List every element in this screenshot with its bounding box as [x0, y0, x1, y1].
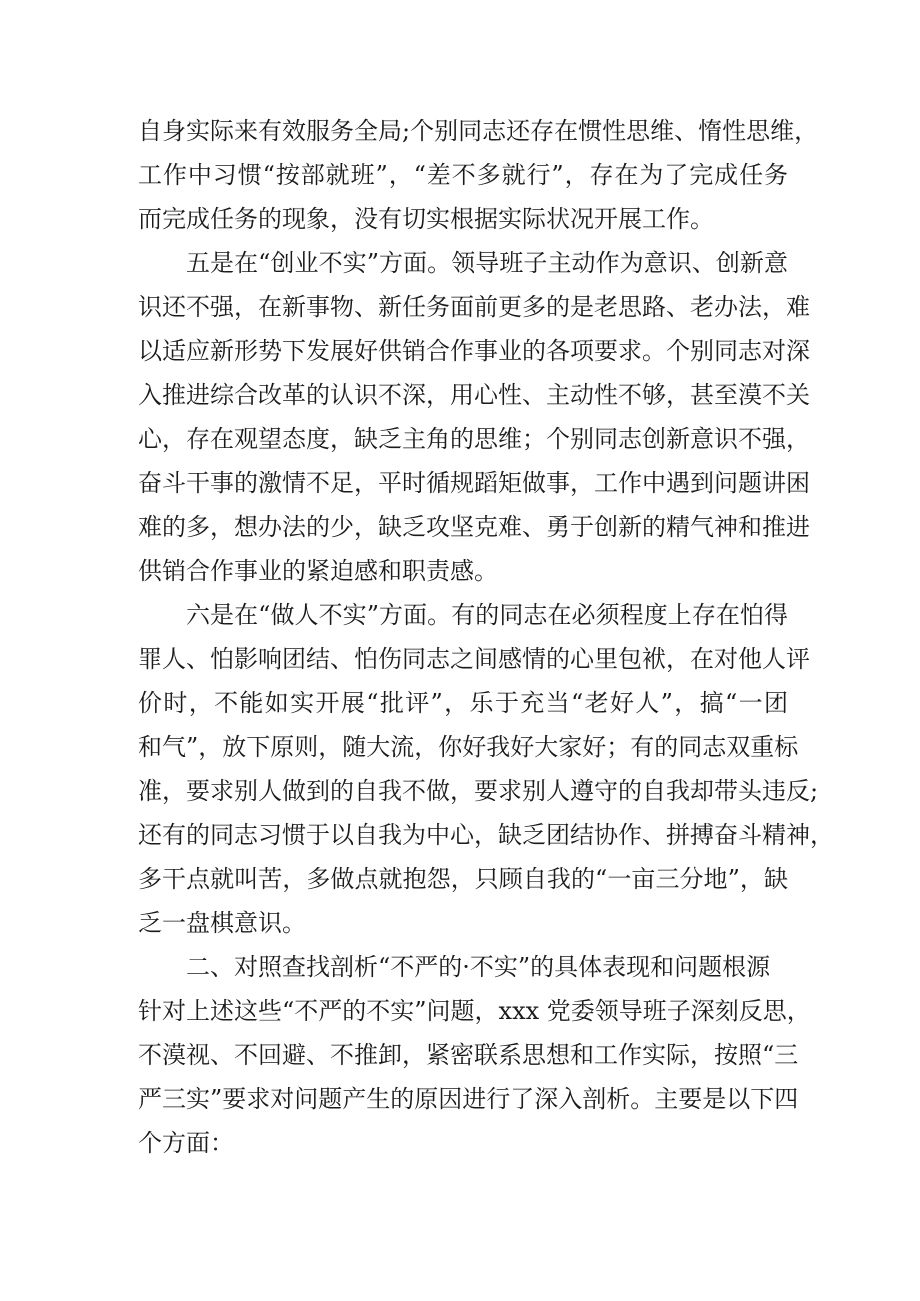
text-line: 六是在“做人不实”方面。有的同志在必须程度上存在怕得 — [186, 601, 788, 629]
text-line: 以适应新形势下发展好供销合作事业的各项要求。个别同志对深 — [138, 337, 810, 365]
text-line: 严三实”要求对问题产生的原因进行了深入剖析。主要是以下四 — [138, 1085, 799, 1113]
text-line: 工作中习惯“按部就班”，“差不多就行”，存在为了完成任务 — [138, 161, 788, 189]
text-line: 乏一盘棋意识。 — [138, 909, 306, 937]
text-line: 准，要求别人做到的自我不做，要求别人遵守的自我却带头违反; — [138, 777, 819, 805]
text-line: 多干点就叫苦，多做点就抱怨，只顾自我的“一亩三分地”，缺 — [138, 865, 788, 893]
text-line: 不漠视、不回避、不推卸，紧密联系思想和工作实际，按照“三 — [138, 1041, 799, 1069]
text-line: 难的多，想办法的少，缺乏攻坚克难、勇于创新的精气神和推进 — [138, 513, 810, 541]
document-body — [138, 109, 834, 1165]
text-line: 个方面： — [138, 1129, 234, 1157]
paragraph-analysis — [138, 989, 811, 1165]
paragraph-point-six — [138, 593, 834, 945]
text-line: 价时，不能如实开展“批评”，乐于充当“老好人”，搞“一团 — [138, 689, 788, 717]
section-heading-two — [138, 945, 788, 989]
text-line: 罪人、怕影响团结、怕伤同志之间感情的心里包袱，在对他人评 — [138, 645, 810, 673]
paragraph-self-reality — [138, 109, 819, 241]
text-line: 还有的同志习惯于以自我为中心，缺乏团结协作、拼搏奋斗精神， — [138, 821, 834, 849]
text-line: 而完成任务的现象，没有切实根据实际状况开展工作。 — [138, 205, 714, 233]
text-line: 入推进综合改革的认识不深，用心性、主动性不够，甚至漠不关 — [138, 381, 810, 409]
text-line: 和气”，放下原则，随大流，你好我好大家好；有的同志双重标 — [138, 733, 799, 761]
text-line: 心，存在观望态度，缺乏主角的思维；个别同志创新意识不强， — [138, 425, 810, 453]
heading-line: 二、对照查找剖析“不严的·不实”的具体表现和问题根源 — [186, 953, 771, 981]
text-line: 五是在“创业不实”方面。领导班子主动作为意识、创新意 — [186, 249, 788, 277]
text-line: 奋斗干事的激情不足，平时循规蹈矩做事，工作中遇到问题讲困 — [138, 469, 810, 497]
text-line: 针对上述这些“不严的不实”问题，xxx 党委领导班子深刻反思， — [138, 997, 811, 1025]
paragraph-point-five — [138, 241, 810, 593]
text-line: 识还不强，在新事物、新任务面前更多的是老思路、老办法，难 — [138, 293, 810, 321]
text-line: 供销合作事业的紧迫感和职责感。 — [138, 557, 498, 585]
text-line: 自身实际来有效服务全局;个别同志还存在惯性思维、惰性思维， — [138, 117, 819, 145]
